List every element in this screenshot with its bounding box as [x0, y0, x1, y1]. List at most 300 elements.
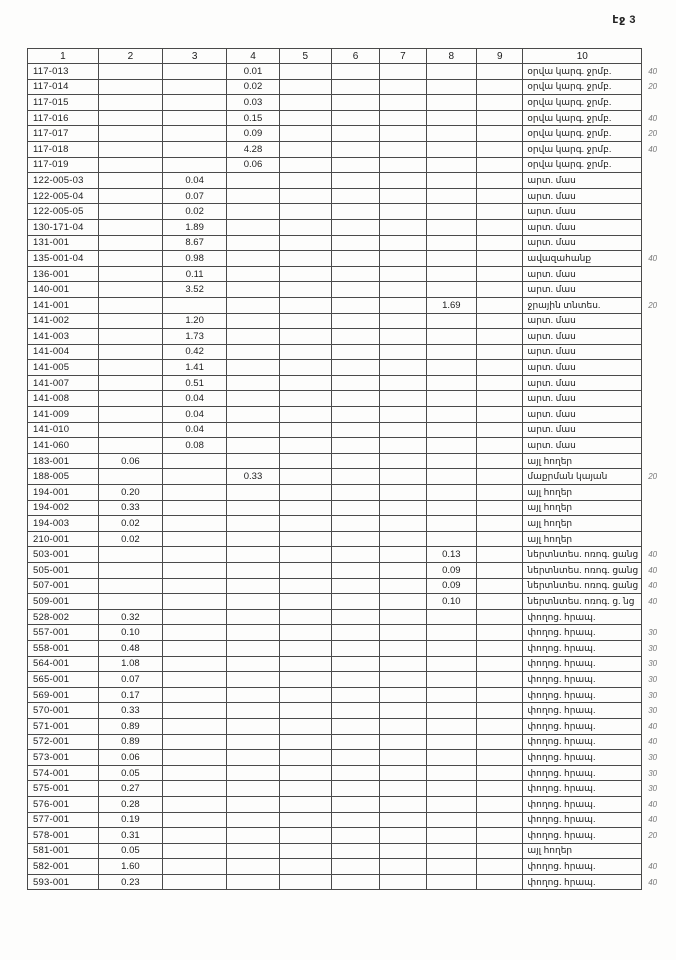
area-value-cell — [98, 469, 162, 485]
area-value-cell — [163, 141, 227, 157]
land-category-cell: ներտնտես. ոռոգ. ցանց — [523, 578, 642, 594]
area-value-cell — [477, 79, 523, 95]
parcel-code-cell: 122-005-04 — [28, 188, 99, 204]
handwritten-margin-annotation: 30 — [648, 690, 658, 700]
area-value-cell — [380, 126, 426, 142]
parcel-code-cell: 183-001 — [28, 453, 99, 469]
area-value-cell — [98, 407, 162, 423]
table-row — [28, 828, 676, 844]
land-category-cell: մաքրման կայան — [523, 469, 642, 485]
handwritten-margin-annotation: 30 — [648, 784, 658, 794]
area-value-cell — [279, 469, 331, 485]
area-value-cell — [380, 485, 426, 501]
area-value-cell — [477, 796, 523, 812]
table-row — [28, 64, 676, 80]
area-value-cell — [227, 531, 279, 547]
table-row — [28, 188, 676, 204]
area-value-cell — [477, 656, 523, 672]
parcel-code-cell: 141-010 — [28, 422, 99, 438]
area-value-cell: 0.11 — [163, 266, 227, 282]
area-value-cell — [279, 157, 331, 173]
area-value-cell: 4.28 — [227, 141, 279, 157]
area-value-cell — [426, 110, 477, 126]
area-value-cell — [163, 157, 227, 173]
table-row — [28, 297, 676, 313]
table-row — [28, 157, 676, 173]
area-value-cell — [279, 843, 331, 859]
handwritten-margin-annotation: 40 — [648, 550, 658, 560]
handwritten-margin-annotation — [642, 375, 676, 391]
area-value-cell — [279, 453, 331, 469]
column-header-7: 7 — [380, 49, 426, 64]
area-value-cell — [227, 796, 279, 812]
area-value-cell — [163, 110, 227, 126]
handwritten-margin-annotation: 20 — [648, 300, 658, 310]
area-value-cell — [98, 235, 162, 251]
area-value-cell — [331, 360, 379, 376]
land-category-cell: արտ. մաս — [523, 188, 642, 204]
area-value-cell — [279, 812, 331, 828]
parcel-code-cell: 141-004 — [28, 344, 99, 360]
parcel-code-cell: 117-013 — [28, 64, 99, 80]
area-value-cell — [477, 282, 523, 298]
area-value-cell — [380, 95, 426, 111]
area-value-cell — [426, 438, 477, 454]
area-value-cell — [426, 266, 477, 282]
table-row — [28, 609, 676, 625]
land-category-cell: օրվա կարգ. ջրմբ. — [523, 157, 642, 173]
area-value-cell — [380, 687, 426, 703]
parcel-code-cell: 122-005-03 — [28, 173, 99, 189]
table-row — [28, 329, 676, 345]
area-value-cell: 0.02 — [98, 516, 162, 532]
area-value-cell — [380, 313, 426, 329]
land-category-cell: փողոց. հրապ. — [523, 703, 642, 719]
parcel-code-cell: 507-001 — [28, 578, 99, 594]
area-value-cell — [331, 344, 379, 360]
area-value-cell — [380, 453, 426, 469]
table-row — [28, 859, 676, 875]
area-value-cell — [426, 843, 477, 859]
area-value-cell — [163, 126, 227, 142]
area-value-cell: 0.03 — [227, 95, 279, 111]
table-row — [28, 313, 676, 329]
area-value-cell: 0.02 — [227, 79, 279, 95]
handwritten-margin-annotation — [642, 516, 676, 532]
area-value-cell — [279, 874, 331, 890]
area-value-cell — [227, 375, 279, 391]
area-value-cell — [426, 282, 477, 298]
table-row — [28, 485, 676, 501]
area-value-cell — [227, 344, 279, 360]
area-value-cell — [279, 828, 331, 844]
area-value-cell — [279, 547, 331, 563]
land-category-cell: փողոց. հրապ. — [523, 672, 642, 688]
handwritten-margin-annotation: 40 — [648, 815, 658, 825]
area-value-cell — [426, 500, 477, 516]
area-value-cell — [279, 703, 331, 719]
area-value-cell — [279, 640, 331, 656]
area-value-cell — [426, 734, 477, 750]
area-value-cell — [227, 360, 279, 376]
handwritten-margin-annotation — [642, 360, 676, 376]
area-value-cell — [227, 485, 279, 501]
area-value-cell: 0.31 — [98, 828, 162, 844]
area-value-cell — [426, 313, 477, 329]
area-value-cell — [98, 391, 162, 407]
area-value-cell — [426, 718, 477, 734]
area-value-cell — [163, 79, 227, 95]
area-value-cell — [426, 765, 477, 781]
area-value-cell — [227, 313, 279, 329]
handwritten-margin-annotation: 20 — [648, 129, 658, 139]
area-value-cell: 0.17 — [98, 687, 162, 703]
table-row — [28, 266, 676, 282]
land-category-cell: այլ հողեր — [523, 531, 642, 547]
area-value-cell — [279, 734, 331, 750]
parcel-code-cell: 117-014 — [28, 79, 99, 95]
area-value-cell — [163, 703, 227, 719]
land-category-cell: փողոց. հրապ. — [523, 781, 642, 797]
area-value-cell — [477, 157, 523, 173]
area-value-cell — [426, 407, 477, 423]
area-value-cell — [380, 329, 426, 345]
area-value-cell — [98, 95, 162, 111]
land-category-cell: ներտնտես. ոռոգ. ցանց — [523, 547, 642, 563]
land-category-cell: արտ. մաս — [523, 375, 642, 391]
parcel-code-cell: 558-001 — [28, 640, 99, 656]
area-value-cell: 0.89 — [98, 734, 162, 750]
area-value-cell — [98, 110, 162, 126]
parcel-code-cell: 575-001 — [28, 781, 99, 797]
area-value-cell — [380, 516, 426, 532]
area-value-cell — [477, 407, 523, 423]
table-row — [28, 235, 676, 251]
area-value-cell — [331, 594, 379, 610]
area-value-cell — [426, 750, 477, 766]
parcel-code-cell: 210-001 — [28, 531, 99, 547]
area-value-cell — [380, 282, 426, 298]
area-value-cell — [279, 672, 331, 688]
area-value-cell — [331, 563, 379, 579]
area-value-cell — [331, 640, 379, 656]
handwritten-margin-annotation: 20 — [648, 82, 658, 92]
area-value-cell — [426, 640, 477, 656]
area-value-cell — [477, 594, 523, 610]
area-value-cell — [331, 157, 379, 173]
area-value-cell — [477, 126, 523, 142]
area-value-cell — [331, 874, 379, 890]
parcel-code-cell: 141-002 — [28, 313, 99, 329]
area-value-cell — [426, 625, 477, 641]
area-value-cell — [279, 126, 331, 142]
area-value-cell — [331, 266, 379, 282]
table-row — [28, 750, 676, 766]
land-category-cell: այլ հողեր — [523, 485, 642, 501]
handwritten-margin-annotation: 30 — [648, 628, 658, 638]
area-value-cell — [477, 391, 523, 407]
area-value-cell — [227, 656, 279, 672]
parcel-code-cell: 576-001 — [28, 796, 99, 812]
area-value-cell — [279, 329, 331, 345]
land-category-cell: այլ հողեր — [523, 516, 642, 532]
parcel-code-cell: 131-001 — [28, 235, 99, 251]
area-value-cell: 0.33 — [227, 469, 279, 485]
handwritten-margin-annotation: 40 — [648, 596, 658, 606]
parcel-code-cell: 117-016 — [28, 110, 99, 126]
area-value-cell — [227, 687, 279, 703]
area-value-cell — [331, 126, 379, 142]
land-category-cell: փողոց. հրապ. — [523, 640, 642, 656]
area-value-cell — [163, 453, 227, 469]
area-value-cell — [477, 828, 523, 844]
land-category-cell: փողոց. հրապ. — [523, 625, 642, 641]
area-value-cell — [163, 874, 227, 890]
area-value-cell — [477, 422, 523, 438]
area-value-cell — [380, 500, 426, 516]
parcel-code-cell: 505-001 — [28, 563, 99, 579]
table-row — [28, 656, 676, 672]
area-value-cell — [380, 204, 426, 220]
area-value-cell — [163, 594, 227, 610]
handwritten-margin-annotation — [642, 95, 676, 111]
area-value-cell — [279, 141, 331, 157]
area-value-cell — [426, 485, 477, 501]
area-value-cell — [98, 344, 162, 360]
table-row — [28, 625, 676, 641]
handwritten-margin-annotation — [642, 188, 676, 204]
table-row — [28, 687, 676, 703]
area-value-cell — [477, 578, 523, 594]
area-value-cell — [477, 547, 523, 563]
area-value-cell — [426, 375, 477, 391]
area-value-cell — [163, 563, 227, 579]
table-row — [28, 79, 676, 95]
parcel-code-cell: 117-019 — [28, 157, 99, 173]
area-value-cell — [477, 734, 523, 750]
area-value-cell — [380, 375, 426, 391]
area-value-cell — [477, 859, 523, 875]
area-value-cell — [380, 750, 426, 766]
area-value-cell — [477, 718, 523, 734]
table-row — [28, 500, 676, 516]
handwritten-margin-annotation: 30 — [648, 643, 658, 653]
area-value-cell: 0.06 — [227, 157, 279, 173]
area-value-cell — [227, 422, 279, 438]
area-value-cell — [477, 485, 523, 501]
area-value-cell — [426, 422, 477, 438]
area-value-cell — [227, 188, 279, 204]
handwritten-margin-annotation: 40 — [648, 862, 658, 872]
area-value-cell — [227, 718, 279, 734]
handwritten-margin-annotation: 30 — [648, 706, 658, 716]
handwritten-margin-annotation — [642, 313, 676, 329]
area-value-cell — [477, 329, 523, 345]
area-value-cell — [331, 438, 379, 454]
area-value-cell — [163, 750, 227, 766]
table-row — [28, 251, 676, 267]
area-value-cell: 0.08 — [163, 438, 227, 454]
parcel-code-cell: 141-003 — [28, 329, 99, 345]
land-category-cell: օրվա կարգ. ջրմբ. — [523, 79, 642, 95]
area-value-cell — [279, 422, 331, 438]
parcel-code-cell: 509-001 — [28, 594, 99, 610]
area-value-cell — [380, 859, 426, 875]
area-value-cell — [163, 64, 227, 80]
area-value-cell — [331, 812, 379, 828]
land-category-cell: օրվա կարգ. ջրմբ. — [523, 141, 642, 157]
area-value-cell — [426, 79, 477, 95]
area-value-cell — [227, 453, 279, 469]
area-value-cell — [380, 672, 426, 688]
area-value-cell: 0.04 — [163, 422, 227, 438]
area-value-cell — [331, 79, 379, 95]
area-value-cell — [380, 781, 426, 797]
area-value-cell: 0.51 — [163, 375, 227, 391]
parcel-code-cell: 194-002 — [28, 500, 99, 516]
area-value-cell — [279, 219, 331, 235]
table-row — [28, 438, 676, 454]
area-value-cell — [331, 485, 379, 501]
area-value-cell: 0.13 — [426, 547, 477, 563]
area-value-cell — [380, 251, 426, 267]
area-value-cell — [98, 578, 162, 594]
area-value-cell — [331, 391, 379, 407]
area-value-cell — [380, 157, 426, 173]
area-value-cell — [380, 141, 426, 157]
area-value-cell — [331, 282, 379, 298]
area-value-cell — [227, 329, 279, 345]
area-value-cell — [477, 313, 523, 329]
area-value-cell — [98, 375, 162, 391]
area-value-cell — [227, 640, 279, 656]
handwritten-margin-annotation: 40 — [648, 144, 658, 154]
area-value-cell: 0.02 — [163, 204, 227, 220]
parcel-code-cell: 577-001 — [28, 812, 99, 828]
land-category-cell: արտ. մաս — [523, 438, 642, 454]
land-category-cell: փողոց. հրապ. — [523, 656, 642, 672]
handwritten-margin-annotation: 20 — [648, 830, 658, 840]
area-value-cell — [279, 204, 331, 220]
area-value-cell — [331, 235, 379, 251]
area-value-cell: 0.05 — [98, 843, 162, 859]
area-value-cell — [163, 796, 227, 812]
area-value-cell — [331, 329, 379, 345]
area-value-cell: 1.08 — [98, 656, 162, 672]
column-header-6: 6 — [331, 49, 379, 64]
area-value-cell — [279, 110, 331, 126]
area-value-cell — [426, 796, 477, 812]
area-value-cell: 0.06 — [98, 750, 162, 766]
handwritten-margin-annotation: 40 — [648, 737, 658, 747]
area-value-cell: 0.33 — [98, 703, 162, 719]
area-value-cell — [163, 672, 227, 688]
table-row — [28, 391, 676, 407]
area-value-cell — [331, 781, 379, 797]
table-row — [28, 110, 676, 126]
table-row — [28, 516, 676, 532]
area-value-cell: 1.60 — [98, 859, 162, 875]
area-value-cell — [331, 313, 379, 329]
area-value-cell — [331, 703, 379, 719]
column-header-1: 1 — [28, 49, 99, 64]
area-value-cell — [227, 859, 279, 875]
area-value-cell — [477, 812, 523, 828]
area-value-cell — [477, 687, 523, 703]
handwritten-margin-annotation: 30 — [648, 674, 658, 684]
area-value-cell — [477, 64, 523, 80]
table-row — [28, 95, 676, 111]
land-category-cell: արտ. մաս — [523, 219, 642, 235]
land-category-cell: արտ. մաս — [523, 360, 642, 376]
table-row — [28, 204, 676, 220]
land-category-cell: օրվա կարգ. ջրմբ. — [523, 126, 642, 142]
area-value-cell: 0.04 — [163, 173, 227, 189]
area-value-cell — [477, 500, 523, 516]
area-value-cell — [477, 173, 523, 189]
area-value-cell: 0.89 — [98, 718, 162, 734]
area-value-cell — [477, 95, 523, 111]
area-value-cell — [380, 609, 426, 625]
area-value-cell — [227, 235, 279, 251]
area-value-cell — [331, 750, 379, 766]
area-value-cell: 0.09 — [227, 126, 279, 142]
parcel-code-cell: 141-001 — [28, 297, 99, 313]
area-value-cell: 0.07 — [163, 188, 227, 204]
handwritten-margin-annotation: 30 — [648, 752, 658, 762]
parcel-code-cell: 141-060 — [28, 438, 99, 454]
area-value-cell — [227, 672, 279, 688]
area-value-cell — [477, 765, 523, 781]
table-row — [28, 531, 676, 547]
handwritten-margin-annotation — [642, 157, 676, 173]
column-header-10: 10 — [523, 49, 642, 64]
table-row — [28, 453, 676, 469]
parcel-code-cell: 582-001 — [28, 859, 99, 875]
table-row — [28, 469, 676, 485]
area-value-cell — [426, 173, 477, 189]
column-header-9: 9 — [477, 49, 523, 64]
land-category-cell: արտ. մաս — [523, 266, 642, 282]
area-value-cell — [98, 79, 162, 95]
area-value-cell — [331, 578, 379, 594]
area-value-cell — [279, 391, 331, 407]
area-value-cell: 0.33 — [98, 500, 162, 516]
area-value-cell — [163, 718, 227, 734]
area-value-cell: 0.19 — [98, 812, 162, 828]
area-value-cell — [331, 95, 379, 111]
area-value-cell — [331, 516, 379, 532]
area-value-cell — [380, 547, 426, 563]
area-value-cell: 0.01 — [227, 64, 279, 80]
area-value-cell — [163, 843, 227, 859]
area-value-cell — [98, 282, 162, 298]
area-value-cell — [426, 828, 477, 844]
area-value-cell — [331, 656, 379, 672]
area-value-cell — [477, 188, 523, 204]
area-value-cell — [227, 578, 279, 594]
area-value-cell — [380, 594, 426, 610]
area-value-cell — [426, 157, 477, 173]
handwritten-margin-annotation — [642, 282, 676, 298]
area-value-cell — [380, 422, 426, 438]
area-value-cell — [380, 734, 426, 750]
land-category-cell: օրվա կարգ. ջրմբ. — [523, 64, 642, 80]
margin-header-spacer — [642, 49, 676, 64]
area-value-cell — [227, 874, 279, 890]
area-value-cell — [426, 874, 477, 890]
area-value-cell — [331, 531, 379, 547]
